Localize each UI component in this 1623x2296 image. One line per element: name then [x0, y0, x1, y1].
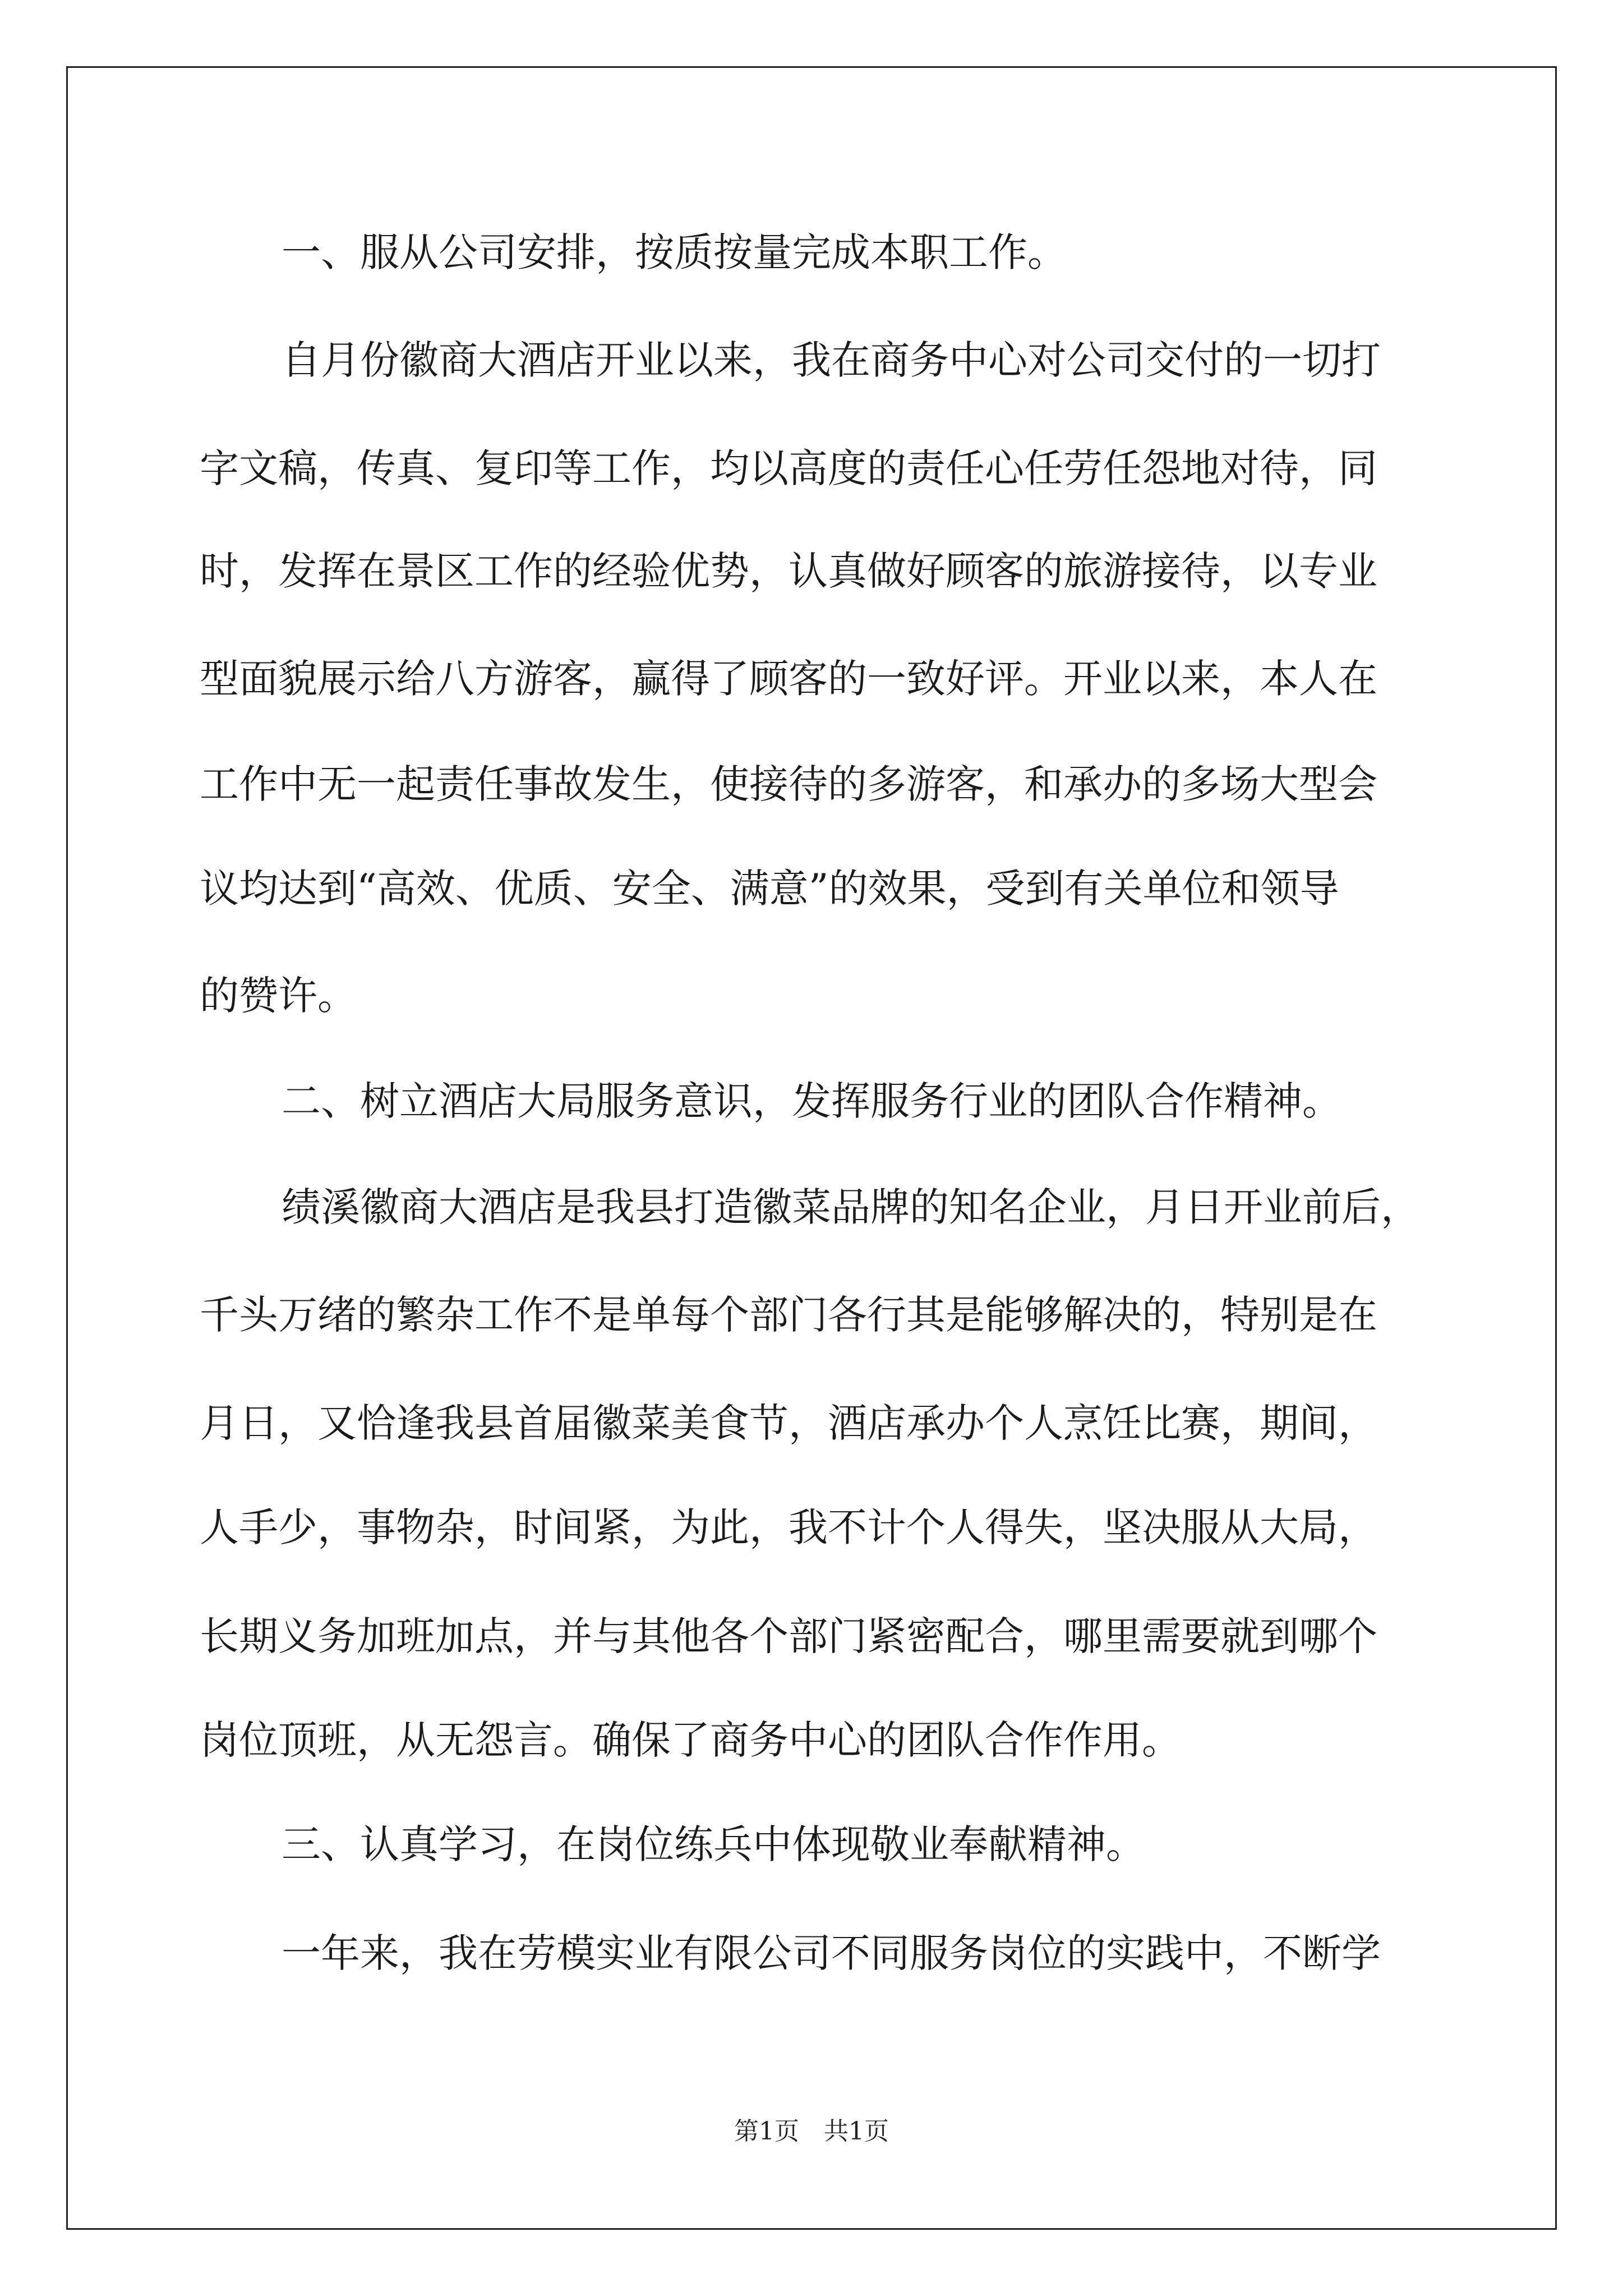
paragraph-line: 一年来，我在劳模实业有限公司不同服务岗位的实践中，不断学 [282, 1930, 1381, 1976]
paragraph-line: 时，发挥在景区工作的经验优势，认真做好顾客的旅游接待，以专业 [200, 548, 1377, 594]
paragraph-line: 月日，又恰逢我县首届徽菜美食节，酒店承办个人烹饪比赛，期间， [200, 1400, 1377, 1446]
paragraph-line: 议均达到“高效、优质、安全、满意”的效果，受到有关单位和领导 [200, 866, 1339, 912]
paragraph-line: 人手少，事物杂，时间紧，为此，我不计个人得失，坚决服从大局， [200, 1504, 1377, 1550]
page-footer: 第1页 共1页 [734, 2117, 889, 2146]
paragraph-line: 工作中无一起责任事故发生，使接待的多游客，和承办的多场大型会 [200, 761, 1377, 807]
paragraph-line: 千头万绪的繁杂工作不是单每个部门各行其是能够解决的，特别是在 [200, 1292, 1377, 1338]
heading-2: 二、树立酒店大局服务意识，发挥服务行业的团队合作精神。 [282, 1078, 1341, 1124]
paragraph-line: 岗位顶班，从无怨言。确保了商务中心的团队合作作用。 [200, 1717, 1181, 1763]
heading-3: 三、认真学习，在岗位练兵中体现敬业奉献精神。 [282, 1821, 1145, 1867]
paragraph-line: 的赞许。 [200, 973, 357, 1019]
paragraph-line: 字文稿，传真、复印等工作，均以高度的责任心任劳任怨地对待，同 [200, 445, 1377, 491]
paragraph-line: 绩溪徽商大酒店是我县打造徽菜品牌的知名企业，月日开业前后， [282, 1184, 1420, 1230]
heading-1: 一、服从公司安排，按质按量完成本职工作。 [282, 229, 1067, 275]
paragraph-line: 型面貌展示给八方游客，赢得了顾客的一致好评。开业以来，本人在 [200, 656, 1377, 702]
paragraph-line: 长期义务加班加点，并与其他各个部门紧密配合，哪里需要就到哪个 [200, 1613, 1377, 1659]
paragraph-line: 自月份徽商大酒店开业以来，我在商务中心对公司交付的一切打 [282, 337, 1381, 383]
